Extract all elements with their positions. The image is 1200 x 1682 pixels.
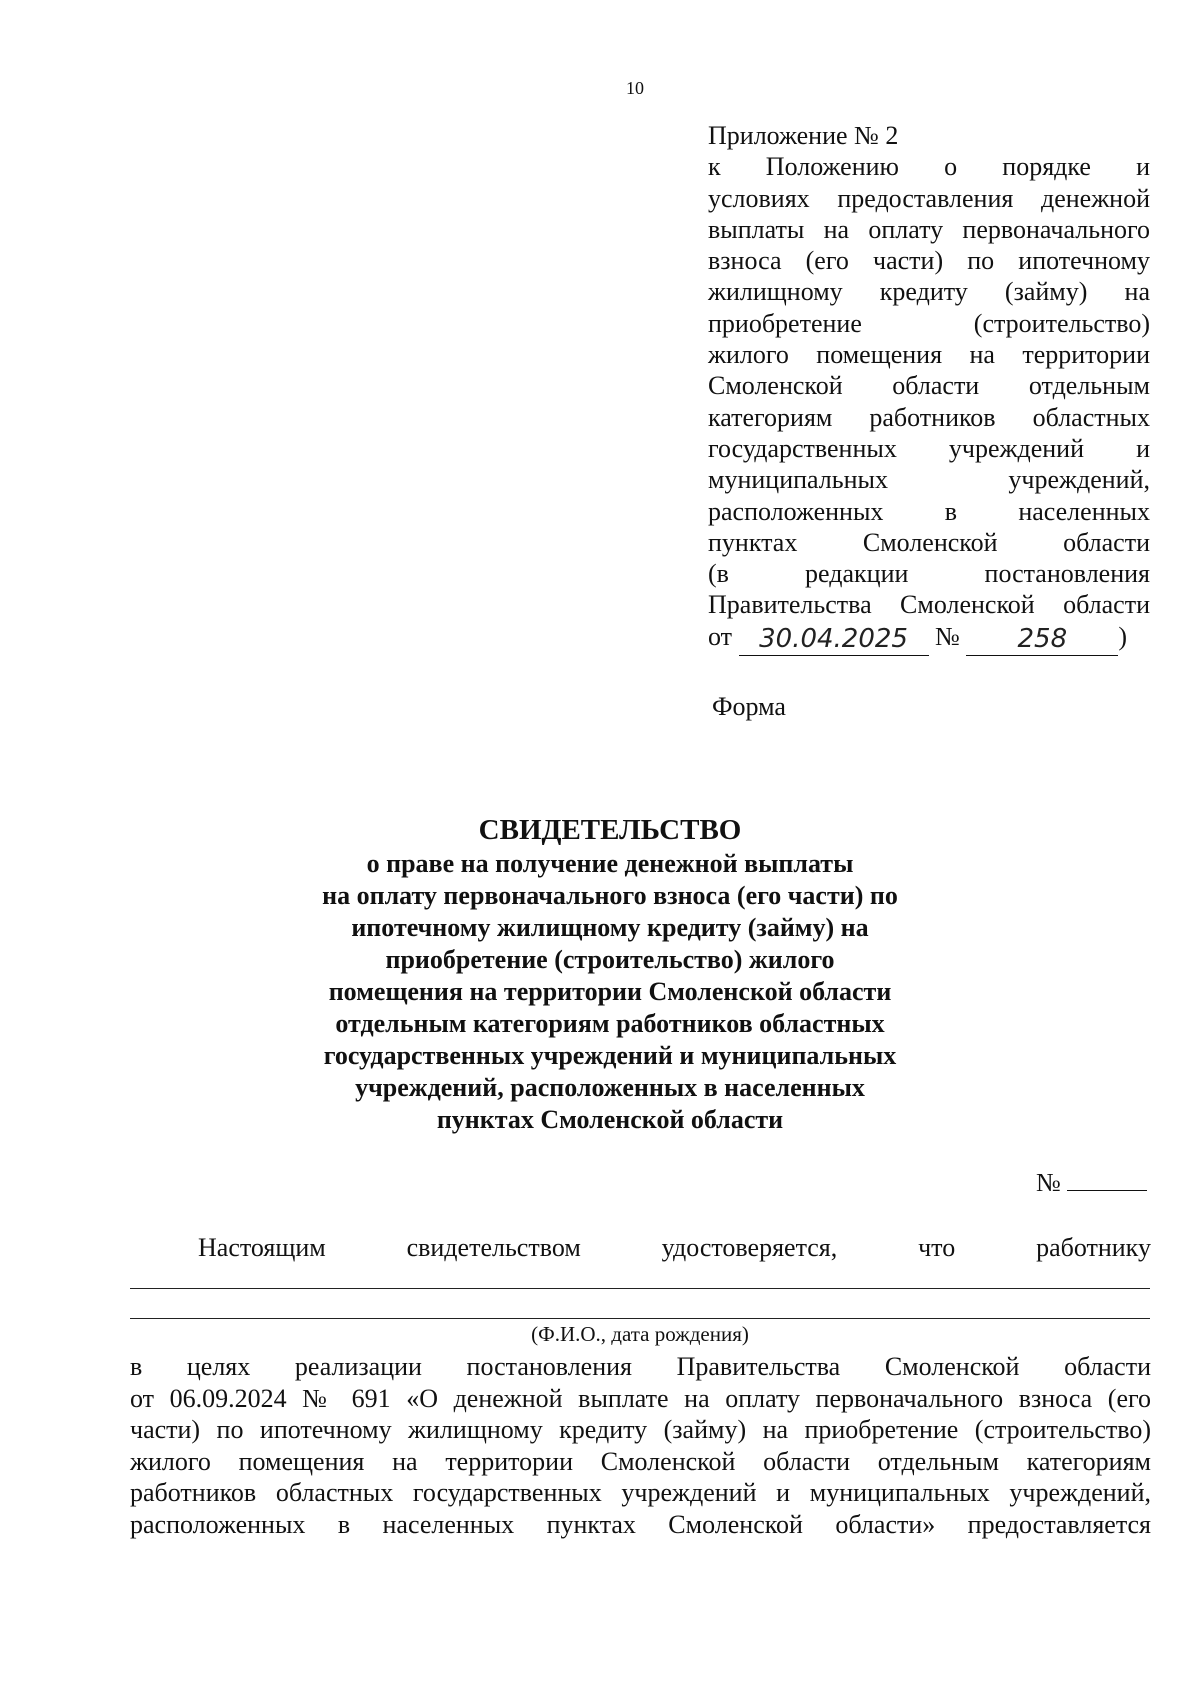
appendix-line: Правительства Смоленской области xyxy=(708,590,1150,620)
close-paren: ) xyxy=(1118,621,1128,651)
title-line: приобретение (строительство) жилого xyxy=(385,945,835,974)
resolution-date-line xyxy=(708,621,1150,654)
paragraph-line: работников областных государственных учреждений и муниципальных учреждений, xyxy=(130,1478,1151,1507)
paragraph-line: расположенных в населенных пунктах Смоленской области» предоставляется xyxy=(130,1509,1151,1539)
paragraph-line: жилого помещения на территории Смоленской области отдельным категориям xyxy=(130,1446,1151,1476)
body-first-line xyxy=(198,1233,1151,1263)
title-line: ипотечному жилищному кредиту (займу) на xyxy=(351,913,869,942)
title-line: учреждений, расположенных в населенных xyxy=(355,1073,865,1102)
appendix-title: Приложение № 2 xyxy=(708,121,899,150)
name-blank-line-1 xyxy=(130,1288,1150,1289)
body-word: Настоящим xyxy=(198,1233,326,1262)
form-label: Форма xyxy=(712,692,786,721)
name-caption: (Ф.И.О., дата рождения) xyxy=(531,1322,749,1346)
appendix-line: к Положению о порядке и xyxy=(708,152,1150,182)
paragraph-line: части) по ипотечному жилищному кредиту (займу) на приобретение (строительство) xyxy=(130,1415,1151,1444)
paragraph-line: от 06.09.2024 № 691 «О денежной выплате на оплату первоначального взноса (его xyxy=(130,1383,1151,1413)
title-line: государственных учреждений и муниципальных xyxy=(323,1041,897,1070)
number-sign: № xyxy=(935,621,960,651)
appendix-line: муниципальных учреждений, xyxy=(708,465,1150,495)
certificate-number-label: № xyxy=(1036,1168,1061,1197)
appendix-line: приобретение (строительство) xyxy=(708,308,1150,338)
appendix-line: пунктах Смоленской области xyxy=(708,527,1150,557)
certificate-title xyxy=(230,812,990,1136)
appendix-line: условиях предоставления денежной xyxy=(708,183,1150,213)
certificate-number xyxy=(1036,1168,1147,1198)
appendix-line: Смоленской области отдельным xyxy=(708,371,1150,401)
body-word: что xyxy=(918,1233,956,1262)
appendix-line: категориям работников областных xyxy=(708,402,1150,432)
appendix-line: государственных учреждений и xyxy=(708,433,1150,463)
paragraph-line: в целях реализации постановления Правительства Смоленской области xyxy=(130,1352,1151,1381)
appendix-line: жилищному кредиту (займу) на xyxy=(708,277,1150,307)
body-word: свидетельством xyxy=(406,1233,581,1262)
certificate-main-title: СВИДЕТЕЛЬСТВО xyxy=(478,814,742,846)
certificate-number-blank xyxy=(1067,1190,1147,1191)
appendix-line: расположенных в населенных xyxy=(708,496,1150,526)
title-line: пунктах Смоленской области xyxy=(436,1105,784,1134)
appendix-line: жилого помещения на территории xyxy=(708,340,1150,370)
title-line: помещения на территории Смоленской области xyxy=(328,977,892,1006)
title-line: о праве на получение денежной выплаты xyxy=(366,849,854,878)
appendix-line: взноса (его части) по ипотечному xyxy=(708,246,1150,276)
page-number: 10 xyxy=(626,78,644,98)
handwritten-number: 258 xyxy=(1017,623,1068,654)
appendix-line: выплаты на оплату первоначального xyxy=(708,214,1150,244)
resolution-date-field xyxy=(739,623,929,656)
body-word: удостоверяется, xyxy=(661,1233,838,1262)
resolution-number-field xyxy=(966,623,1118,656)
name-blank-line-2 xyxy=(130,1318,1150,1319)
title-line: отдельным категориям работников областных xyxy=(335,1009,885,1038)
body-paragraph xyxy=(130,1351,1151,1540)
appendix-line: (в редакции постановления xyxy=(708,559,1150,589)
handwritten-date: 30.04.2025 xyxy=(759,623,908,654)
body-word: работнику xyxy=(1036,1233,1151,1262)
date-prefix: от xyxy=(708,621,733,651)
appendix-header xyxy=(708,120,1150,654)
title-line: на оплату первоначального взноса (его части) по xyxy=(322,881,898,910)
